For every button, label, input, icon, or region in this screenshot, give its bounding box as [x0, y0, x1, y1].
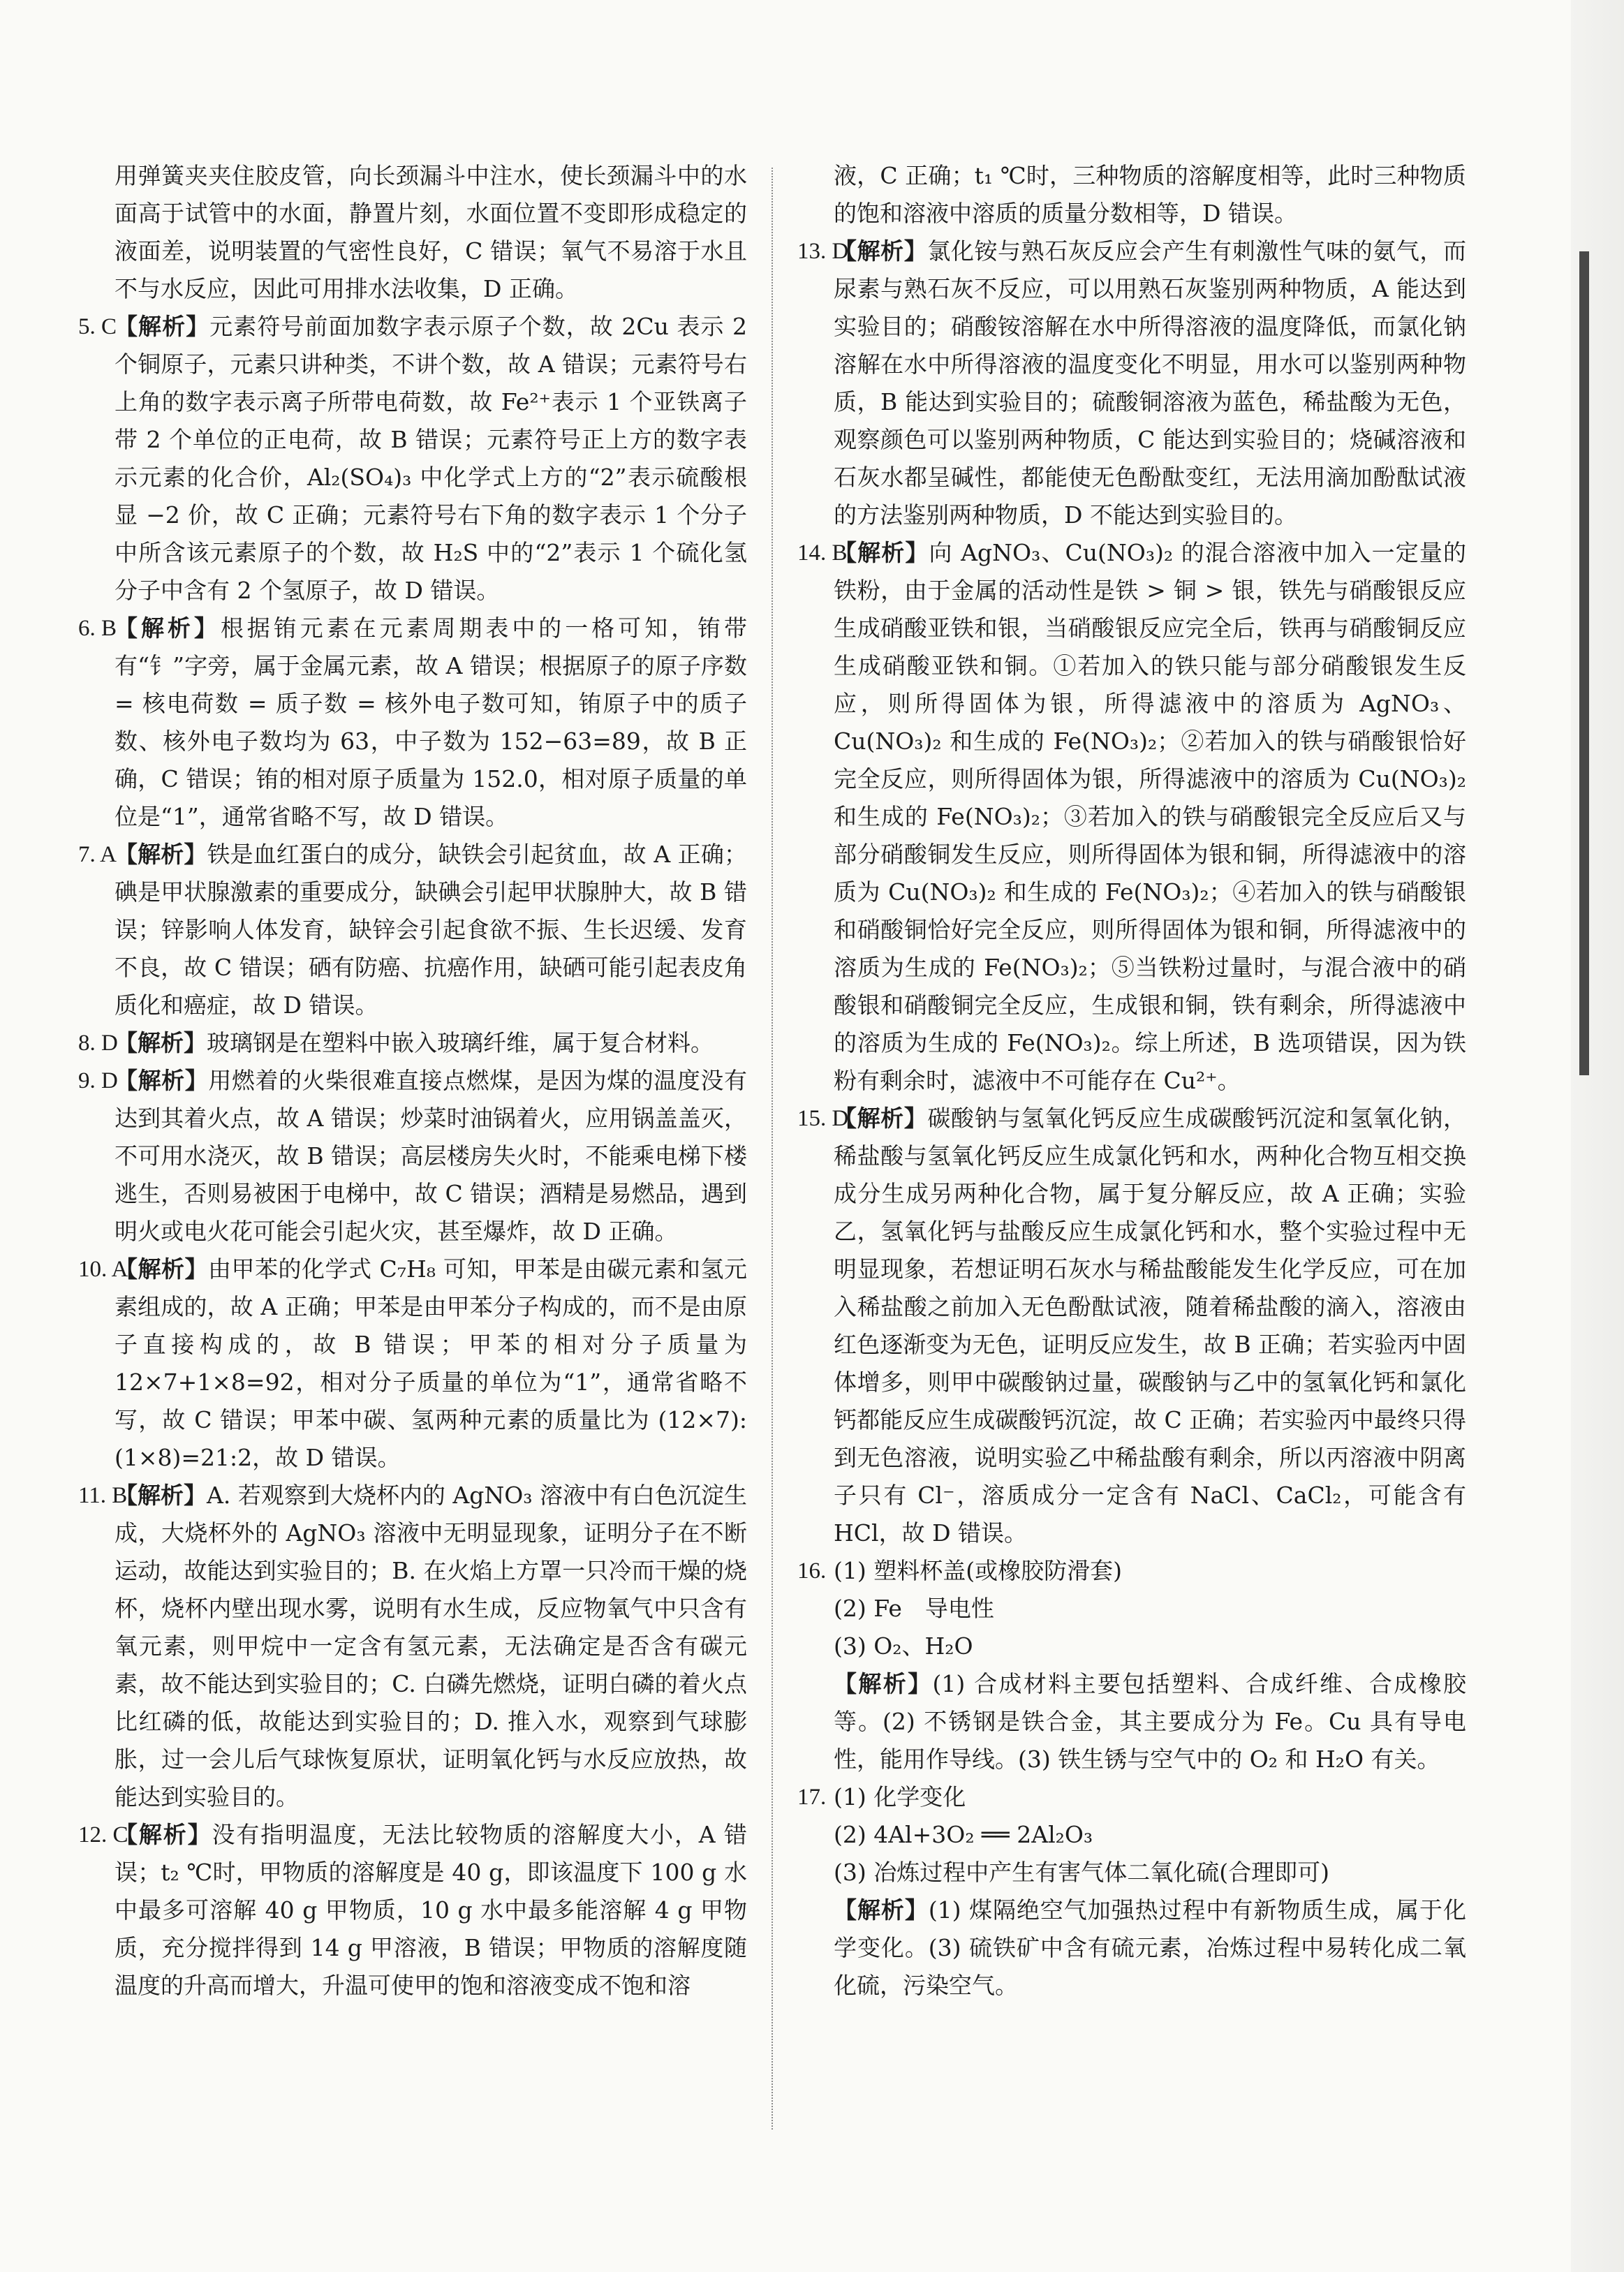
analysis-tag: 【解析】	[115, 841, 207, 868]
answer-line: (2) Fe 导电性	[834, 1595, 994, 1622]
answer-item-16	[797, 1552, 1466, 1778]
item-number: 6. B	[78, 616, 117, 641]
intro-continuation: 用弹簧夹夹住胶皮管，向长颈漏斗中注水，使长颈漏斗中的水面高于试管中的水面，静置片刻，水面位置不变即形成稳定的液面差，说明装置的气密性良好，C 错误；氧气不易溶于水且不与水反应，因此可用排水法收集，D 正确。	[115, 162, 747, 302]
analysis-tag: 【解析】	[115, 1255, 209, 1283]
analysis-tag: 【解析】	[115, 1482, 207, 1509]
answer-item-13	[797, 233, 1466, 534]
answer-line: (3) 冶炼过程中产生有害气体二氧化硫(合理即可)	[834, 1859, 1329, 1886]
analysis-tag: 【解析】	[834, 539, 929, 566]
column-divider	[772, 168, 773, 2130]
analysis-tag: 【解析】	[834, 1670, 933, 1697]
analysis-text: 铁是血红蛋白的成分，缺铁会引起贫血，故 A 正确；碘是甲状腺激素的重要成分，缺碘会引起甲状腺肿大，故 B 错误；锌影响人体发育，缺锌会引起食欲不振、生长迟缓、发育不良，故 C 错误；硒有防癌、抗癌作用，缺硒可能引起表皮角质化和癌症，故 D 错误。	[115, 841, 747, 1019]
analysis-tag: 【解析】	[834, 1896, 929, 1924]
analysis-tag: 【解析】	[115, 614, 221, 642]
item-number: 5. C	[78, 314, 117, 339]
analysis-text: 由甲苯的化学式 C₇H₈ 可知，甲苯是由碳元素和氢元素组成的，故 A 正确；甲苯是由甲苯分子构成的，而不是由原子直接构成的，故 B 错误；甲苯的相对分子质量为 12×7+1×8=92，相对分子质量的单位为“1”，通常省略不写，故 C 错误；甲苯中碳、氢两种元素的质量比为 (12×7):(1×8)=21:2，故 D 错误。	[115, 1255, 747, 1471]
answer-item-6	[78, 610, 747, 836]
item-number: 16.	[797, 1558, 827, 1584]
answer-item-11	[78, 1477, 747, 1816]
item-number: 10. A	[78, 1257, 128, 1282]
answer-item-7	[78, 836, 747, 1024]
analysis-tag: 【解析】	[834, 237, 928, 265]
analysis-text: 氯化铵与熟石灰反应会产生有刺激性气味的氨气，而尿素与熟石灰不反应，可以用熟石灰鉴别两种物质，A 能达到实验目的；硝酸铵溶解在水中所得溶液的温度降低，而氯化钠溶解在水中所得溶液的温度变化不明显，用水可以鉴别两种物质，B 能达到实验目的；硫酸铜溶液为蓝色，稀盐酸为无色，观察颜色可以鉴别两种物质，C 能达到实验目的；烧碱溶液和石灰水都呈碱性，都能使无色酚酞变红，无法用滴加酚酞试液的方法鉴别两种物质，D 不能达到实验目的。	[834, 237, 1466, 529]
analysis-text: 向 AgNO₃、Cu(NO₃)₂ 的混合溶液中加入一定量的铁粉，由于金属的活动性是铁 > 铜 > 银，铁先与硝酸银反应生成硝酸亚铁和银，当硝酸银反应完全后，铁再与硝酸铜反应生成硝酸亚铁和铜。①若加入的铁只能与部分硝酸银发生反应，则所得固体为银，所得滤液中的溶质为 AgNO₃、Cu(NO₃)₂ 和生成的 Fe(NO₃)₂；②若加入的铁与硝酸银恰好完全反应，则所得固体为银，所得滤液中的溶质为 Cu(NO₃)₂ 和生成的 Fe(NO₃)₂；③若加入的铁与硝酸银完全反应后又与部分硝酸铜发生反应，则所得固体为银和铜，所得滤液中的溶质为 Cu(NO₃)₂ 和生成的 Fe(NO₃)₂；④若加入的铁与硝酸银和硝酸铜恰好完全反应，则所得固体为银和铜，所得滤液中的溶质为生成的 Fe(NO₃)₂；⑤当铁粉过量时，与混合液中的硝酸银和硝酸铜完全反应，生成银和铜，铁有剩余，所得滤液中的溶质为生成的 Fe(NO₃)₂。综上所述，B 选项错误，因为铁粉有剩余时，滤液中不可能存在 Cu²⁺。	[834, 539, 1466, 1094]
answer-line: (1) 化学变化	[834, 1783, 966, 1810]
analysis-text: A. 若观察到大烧杯内的 AgNO₃ 溶液中有白色沉淀生成，大烧杯外的 AgNO₃ 溶液中无明显现象，证明分子在不断运动，故能达到实验目的；B. 在火焰上方罩一只冷而干燥的烧杯，烧杯内壁出现水雾，说明有水生成，反应物氧气中只含有氧元素，则甲烷中一定含有氢元素，无法确定是否含有碳元素，故不能达到实验目的；C. 白磷先燃烧，证明白磷的着火点比红磷的低，故能达到实验目的；D. 推入水，观察到气球膨胀，过一会儿后气球恢复原状，证明氧化钙与水反应放热，故能达到实验目的。	[115, 1482, 747, 1810]
analysis-tag: 【解析】	[115, 313, 210, 340]
analysis-text: 碳酸钠与氢氧化钙反应生成碳酸钙沉淀和氢氧化钠，稀盐酸与氢氧化钙反应生成氯化钙和水，两种化合物互相交换成分生成另两种化合物，属于复分解反应，故 A 正确；实验乙，氢氧化钙与盐酸反应生成氯化钙和水，整个实验过程中无明显现象，若想证明石灰水与稀盐酸能发生化学反应，可在加入稀盐酸之前加入无色酚酞试液，随着稀盐酸的滴入，溶液由红色逐渐变为无色，证明反应发生，故 B 正确；若实验丙中固体增多，则甲中碳酸钠过量，碳酸钠与乙中的氢氧化钙和氯化钙都能反应生成碳酸钙沉淀，故 C 正确；若实验丙中最终只得到无色溶液，说明实验乙中稀盐酸有剩余，所以丙溶液中阴离子只有 Cl⁻，溶质成分一定含有 NaCl、CaCl₂，可能含有 HCl，故 D 错误。	[834, 1105, 1466, 1547]
answer-line: (2) 4Al+3O₂ ══ 2Al₂O₃	[834, 1821, 1093, 1848]
analysis-text: 没有指明温度，无法比较物质的溶解度大小，A 错误；t₂ ℃时，甲物质的溶解度是 40 g，即该温度下 100 g 水中最多可溶解 40 g 甲物质，10 g 水中最多能溶解 4 g 甲物质，充分搅拌得到 14 g 甲溶液，B 错误；甲物质的溶解度随温度的升高而增大，升温可使甲的饱和溶液变成不饱和溶	[115, 1821, 747, 1999]
item-number: 17.	[797, 1785, 827, 1810]
answer-item-17	[797, 1778, 1466, 2005]
item-number: 11. B	[78, 1483, 128, 1508]
item-number: 12. C	[78, 1822, 128, 1847]
answer-item-5	[78, 308, 747, 610]
left-column	[78, 157, 747, 2005]
item-number: 7. A	[78, 842, 117, 867]
analysis-text: 元素符号前面加数字表示原子个数，故 2Cu 表示 2 个铜原子，元素只讲种类，不讲个数，故 A 错误；元素符号右上角的数字表示离子所带电荷数，故 Fe²⁺表示 1 个亚铁离子带 2 个单位的正电荷，故 B 错误；元素符号正上方的数字表示元素的化合价，Al₂(SO₄)₃ 中化学式上方的“2”表示硫酸根显 −2 价，故 C 正确；元素符号右下角的数字表示 1 个分子中所含该元素原子的个数，故 H₂S 中的“2”表示 1 个硫化氢分子中含有 2 个氢原子，故 D 错误。	[115, 313, 747, 604]
answer-item-9	[78, 1062, 747, 1251]
right-column	[797, 157, 1466, 2005]
analysis-tag: 【解析】	[834, 1105, 928, 1132]
answer-line: (1) 塑料杯盖(或橡胶防滑套)	[834, 1557, 1122, 1584]
analysis-tag: 【解析】	[115, 1029, 207, 1056]
analysis-text: 用燃着的火柴很难直接点燃煤，是因为煤的温度没有达到其着火点，故 A 错误；炒菜时油锅着火，应用锅盖盖灭，不可用水浇灭，故 B 错误；高层楼房失火时，不能乘电梯下楼逃生，否则易被困于电梯中，故 C 错误；酒精是易燃品，遇到明火或电火花可能会引起火灾，甚至爆炸，故 D 正确。	[115, 1067, 747, 1245]
answer-item-14	[797, 534, 1466, 1100]
analysis-text: 玻璃钢是在塑料中嵌入玻璃纤维，属于复合材料。	[207, 1029, 714, 1056]
answer-item-12	[78, 1816, 747, 2005]
analysis-text: (1) 合成材料主要包括塑料、合成纤维、合成橡胶等。(2) 不锈钢是铁合金，其主要成分为 Fe。Cu 具有导电性，能用作导线。(3) 铁生锈与空气中的 O₂ 和 H₂O 有关。	[834, 1670, 1466, 1773]
item-number: 15. D	[797, 1106, 849, 1131]
answer-item-10	[78, 1251, 747, 1477]
analysis-tag: 【解析】	[115, 1821, 212, 1848]
analysis-block	[834, 1665, 1466, 1778]
analysis-block	[834, 1891, 1466, 2005]
item-number: 14. B	[797, 540, 848, 566]
item-12-continuation: 液，C 正确；t₁ ℃时，三种物质的溶解度相等，此时三种物质的饱和溶液中溶质的质量分数相等，D 错误。	[834, 162, 1466, 227]
answer-line: (3) O₂、H₂O	[834, 1632, 973, 1660]
analysis-text: 根据铕元素在元素周期表中的一格可知，铕带有“钅”字旁，属于金属元素，故 A 错误；根据原子的原子序数 = 核电荷数 = 质子数 = 核外电子数可知，铕原子中的质子数、核外电子数均为 63，中子数为 152−63=89，故 B 正确，C 错误；铕的相对原子质量为 152.0，相对原子质量的单位是“1”，通常省略不写，故 D 错误。	[115, 614, 747, 830]
item-number: 8. D	[78, 1031, 118, 1056]
item-number: 9. D	[78, 1068, 118, 1093]
item-number: 13. D	[797, 239, 849, 264]
answer-item-8	[78, 1024, 747, 1062]
binding-edge-mark	[1579, 251, 1589, 1075]
answer-item-15	[797, 1100, 1466, 1552]
analysis-tag: 【解析】	[115, 1067, 209, 1094]
analysis-text: (1) 煤隔绝空气加强热过程中有新物质生成，属于化学变化。(3) 硫铁矿中含有硫元素，冶炼过程中易转化成二氧化硫，污染空气。	[834, 1896, 1466, 1999]
